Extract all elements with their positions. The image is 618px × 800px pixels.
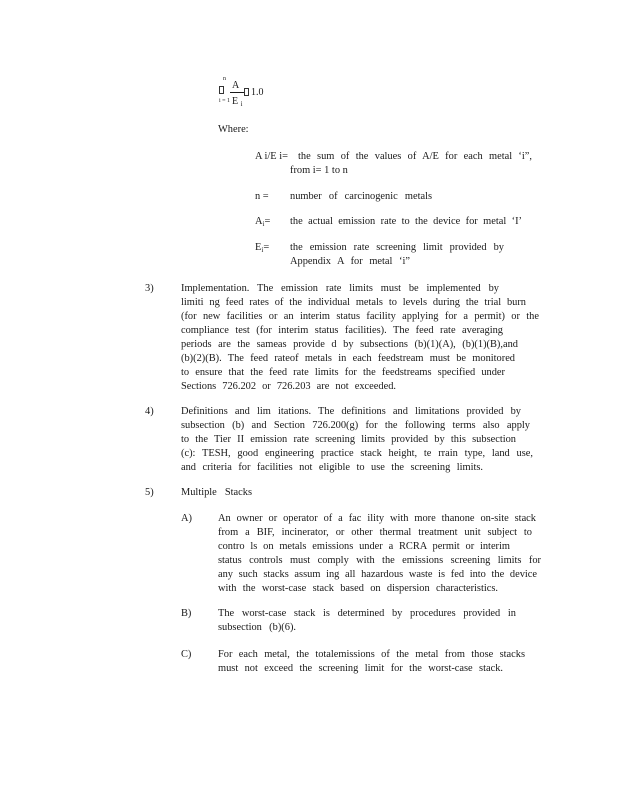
section-line: (c): TESH, good engineering practice stack height, te rrain type, land use, <box>181 448 533 459</box>
section-line: and criteria for facilities not eligible to use the screening limits. <box>181 462 483 473</box>
section-number: 3) <box>145 283 154 294</box>
section-number: 5) <box>145 487 154 498</box>
definition-term: n = <box>255 191 269 202</box>
definition-line: number of carcinogenic metals <box>290 191 432 202</box>
section-line: subsection (b) and Section 726.200(g) for the following terms also apply <box>181 420 530 431</box>
sum-lower-limit: i = 1 <box>219 98 231 104</box>
definition-line: from i= 1 to n <box>290 165 348 176</box>
section-line: (b)(2)(B). The feed rateof metals in each feedstream must be monitored <box>181 353 515 364</box>
leq-glyph-icon <box>244 88 249 96</box>
definition-line: the actual emission rate to the device for metal ‘I’ <box>290 216 522 227</box>
subsection-line: any such stacks assum ing all hazardous waste is fed into the device <box>218 569 537 580</box>
section-line: (for new facilities or an interim status facility applying for a permit) or the <box>181 311 539 322</box>
subsection-line: with the worst-case stack based on dispersion characteristics. <box>218 583 498 594</box>
definition-line: the sum of the values of A/E for each metal ‘i”, <box>298 151 532 162</box>
definition-line: Appendix A for metal ‘i” <box>290 256 410 267</box>
definition-line: the emission rate screening limit provided by <box>290 242 504 253</box>
section-line: Sections 726.202 or 726.203 are not exceeded. <box>181 381 396 392</box>
summation-glyph-icon <box>219 86 224 94</box>
section-line: periods are the sameas provide d by subsections (b)(1)(A), (b)(1)(B),and <box>181 339 518 350</box>
section-number: 4) <box>145 406 154 417</box>
subsection-line: An owner or operator of a fac ility with more thanone on-site stack <box>218 513 536 524</box>
section-line: limiti ng feed rates of the individual metals to levels during the trial burn <box>181 297 526 308</box>
subsection-line: status controls must comply with the emissions screening limits for <box>218 555 541 566</box>
subsection-line: subsection (b)(6). <box>218 622 296 633</box>
definition-term: $A_i=$ <box>255 216 271 228</box>
definition-term: A i/E i= <box>255 151 288 162</box>
formula-denominator: E $_i$ <box>232 96 243 108</box>
subsection-letter: A) <box>181 513 192 524</box>
subsection-line: contro ls on metals emissions under a RCRA permit or interim <box>218 541 510 552</box>
subsection-line: from a BIF, incinerator, or other thermal treatment unit subject to <box>218 527 532 538</box>
formula-bound: 1.0 <box>251 87 264 98</box>
subsection-letter: C) <box>181 649 192 660</box>
subsection-line: For each metal, the totalemissions of the metal from those stacks <box>218 649 525 660</box>
subsection-letter: B) <box>181 608 192 619</box>
subsection-line: must not exceed the screening limit for the worst-case stack. <box>218 663 503 674</box>
where-label: Where: <box>218 124 249 135</box>
section-line: to ensure that the feed rate limits for the feedstreams specified under <box>181 367 505 378</box>
section-line: Implementation. The emission rate limits must be implemented by <box>181 283 499 294</box>
fraction-bar <box>230 92 244 93</box>
definition-term: $E_i=$ <box>255 242 270 254</box>
subsection-line: The worst-case stack is determined by procedures provided in <box>218 608 516 619</box>
section-heading: Multiple Stacks <box>181 487 252 498</box>
section-line: compliance test (for interim status facilities). The feed rate averaging <box>181 325 503 336</box>
section-line: to the Tier II emission rate screening limits provided by this subsection <box>181 434 516 445</box>
formula-numerator: A <box>232 80 240 91</box>
section-line: Definitions and lim itations. The definitions and limitations provided by <box>181 406 521 417</box>
sum-upper-limit: n <box>223 76 226 82</box>
